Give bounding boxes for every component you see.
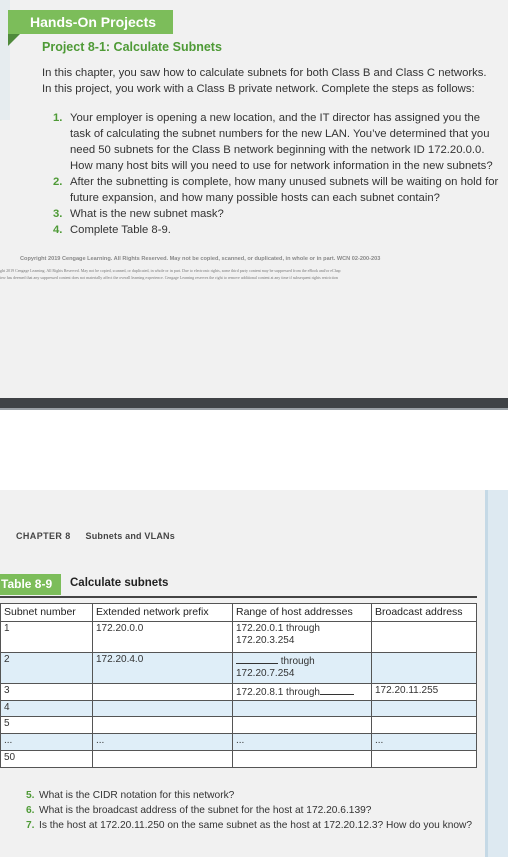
broadcast-cell [372, 717, 477, 734]
section-label: Hands-On Projects [8, 10, 173, 34]
column-header: Range of host addresses [233, 604, 372, 622]
prefix-cell [93, 717, 233, 734]
broadcast-cell: ... [372, 734, 477, 751]
side-panel-edge [485, 490, 488, 857]
question-number: 6. [26, 805, 35, 816]
page-divider-highlight [0, 408, 508, 410]
legal-notice-line: iew has deemed that any suppressed content does not materially affect the overall learning experience. Cengage Learning reserves the right to remove additional content at any time if subsequent rights restriction [0, 275, 338, 280]
step-item [53, 222, 503, 238]
chapter-header [16, 531, 175, 541]
subnet-cell: 50 [1, 751, 93, 768]
step-number: 2. [53, 176, 63, 188]
range-cell [233, 701, 372, 717]
range-line: 172.20.0.1 through [236, 623, 320, 634]
subnet-table [0, 603, 477, 768]
table-row [1, 622, 477, 653]
column-header: Broadcast address [372, 604, 477, 622]
column-header: Subnet number [1, 604, 93, 622]
prefix-cell [93, 751, 233, 768]
broadcast-cell: 172.20.11.255 [372, 684, 477, 701]
range-cell [233, 653, 372, 684]
table-row [1, 751, 477, 768]
prefix-cell [93, 684, 233, 701]
step-item [53, 206, 503, 222]
page-divider [0, 398, 508, 408]
subnet-cell: 4 [1, 701, 93, 717]
chapter-title: Subnets and VLANs [85, 531, 175, 541]
question-item [26, 818, 476, 833]
prefix-cell: ... [93, 734, 233, 751]
step-text: After the subnetting is complete, how many unused subnets will be waiting on hold for future expansion, and how many possible hosts can each subnet contain? [70, 176, 499, 204]
broadcast-cell [372, 701, 477, 717]
question-text: Is the host at 172.20.11.250 on the same subnet as the host at 172.20.12.3? How do you know? [39, 820, 473, 831]
step-item [53, 110, 503, 174]
range-line [236, 654, 368, 668]
range-line-text: 172.20.8.1 through [236, 687, 320, 698]
range-cell [233, 684, 372, 701]
range-cell [233, 717, 372, 734]
prefix-cell: 172.20.0.0 [93, 622, 233, 653]
broadcast-cell [372, 622, 477, 653]
range-cell [233, 622, 372, 653]
answer-blank[interactable] [236, 654, 278, 664]
table-row [1, 701, 477, 717]
table-caption: Calculate subnets [70, 577, 169, 589]
answer-blank[interactable] [320, 685, 354, 695]
question-item [26, 803, 476, 818]
step-text: What is the new subnet mask? [70, 208, 224, 220]
question-number: 5. [26, 790, 35, 801]
chapter-label: CHAPTER 8 [16, 531, 71, 541]
step-number: 3. [53, 208, 63, 220]
question-number: 7. [26, 820, 35, 831]
step-number: 1. [53, 112, 63, 124]
broadcast-cell [372, 653, 477, 684]
legal-notice-line: ght 2019 Cengage Learning. All Rights Reserved. May not be copied, scanned, or duplicated, in whole or in part. Due to electronic rights, some third party content may be suppressed from the eBook and/or eChap [0, 268, 341, 273]
subnet-cell: 2 [1, 653, 93, 684]
table-label: Table 8-9 [0, 574, 61, 595]
range-cell: ... [233, 734, 372, 751]
side-panel [485, 490, 508, 857]
range-line-text: through [280, 656, 315, 667]
range-cell [233, 751, 372, 768]
table-row [1, 684, 477, 701]
range-line: 172.20.7.254 [236, 668, 295, 679]
table-rule [0, 596, 477, 598]
subnet-cell: 1 [1, 622, 93, 653]
broadcast-cell [372, 751, 477, 768]
project-steps [53, 110, 503, 238]
step-number: 4. [53, 224, 63, 236]
range-line: 172.20.3.254 [236, 635, 295, 646]
table-header-row [1, 604, 477, 622]
prefix-cell: 172.20.4.0 [93, 653, 233, 684]
subnet-cell: ... [1, 734, 93, 751]
table-row [1, 653, 477, 684]
table-row [1, 734, 477, 751]
table-row [1, 717, 477, 734]
question-item [26, 788, 476, 803]
step-text: Complete Table 8-9. [70, 224, 171, 236]
step-item [53, 174, 503, 206]
question-text: What is the CIDR notation for this network? [39, 790, 235, 801]
section-label-fold [8, 34, 20, 46]
step-text: Your employer is opening a new location, and the IT director has assigned you the task of calculating the subnet numbers for the new LAN. You’ve determined that you need 50 subnets for the Class B network beginning with the network ID 172.20.0.0. How many host bits will you need to use for network information in the new subnets? [70, 112, 493, 172]
question-text: What is the broadcast address of the subnet for the host at 172.20.6.139? [39, 805, 372, 816]
project-intro: In this chapter, you saw how to calculate subnets for both Class B and Class C networks. In this project, you work with a Class B private network. Complete the steps as follows: [42, 67, 487, 95]
column-header: Extended network prefix [93, 604, 233, 622]
prefix-cell [93, 701, 233, 717]
question-list [26, 788, 476, 833]
subnet-cell: 5 [1, 717, 93, 734]
copyright-notice: Copyright 2019 Cengage Learning. All Rights Reserved. May not be copied, scanned, or duplicated, in whole or in part. WCN 02-200-203 [20, 256, 381, 262]
project-title: Project 8-1: Calculate Subnets [42, 40, 222, 54]
subnet-cell: 3 [1, 684, 93, 701]
